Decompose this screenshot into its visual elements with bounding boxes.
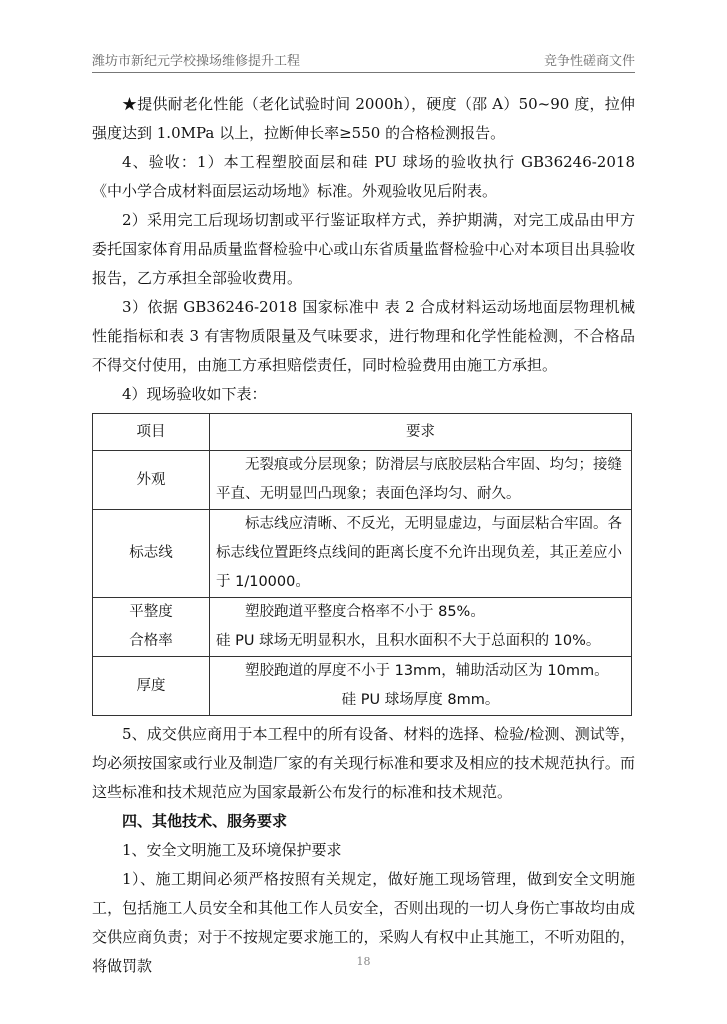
header-document-type: 竞争性磋商文件 xyxy=(543,54,635,69)
page-number: 18 xyxy=(356,955,371,968)
paragraph-table-intro: 4）现场验收如下表： xyxy=(122,385,267,403)
paragraph-safety: 1）、施工期间必须严格按照有关规定，做好施工现场管理，做到安全文明施工，包括施工人员安全和其他工作人员安全，否则出现的一切人身伤亡事故均由成交供应商负责；对于不按规定要求施工的，采购人有权中止其施工，不听劝阻的，将做罚款 xyxy=(92,870,635,975)
paragraph-acceptance-standard: 4、验收：1）本工程塑胶面层和硅 PU 球场的验收执行 GB36246-2018《中小学合成材料面层运动场地》标准。外观验收见后附表。 xyxy=(92,153,635,200)
requirement-text: 硅 PU 球场厚度 8mm。 xyxy=(341,692,500,708)
requirement-text: 标志线应清晰、不反光，无明显虚边，与面层粘合牢固。各标志线位置距终点线间的距离长度不允许出现负差，其正差应小于 1/10000。 xyxy=(216,516,622,590)
table-cell-requirement xyxy=(210,598,632,657)
requirement-text: 硅 PU 球场无明显积水，且积水面积不大于总面积的 10%。 xyxy=(216,633,601,649)
paragraph-standards: 5、成交供应商用于本工程中的所有设备、材料的选择、检验/检测、测试等，均必须按国家或行业及制造厂家的有关现行标准和要求及相应的技术规范执行。而这些标准和技术规范应为国家最新公布发行的标准和技术规范。 xyxy=(92,725,635,801)
table-cell-item: 厚度 xyxy=(93,657,210,716)
paragraph-sampling: 2）采用完工后现场切割或平行鉴证取样方式，养护期满，对完工成品由甲方委托国家体育用品质量监督检验中心或山东省质量监督检验中心对本项目出具验收报告，乙方承担全部验收费用。 xyxy=(92,211,635,287)
requirement-text: 塑胶跑道平整度合格率不小于 85%。 xyxy=(245,604,485,620)
page-body xyxy=(92,90,635,981)
table-header-row xyxy=(93,414,632,451)
table-cell-item xyxy=(93,598,210,657)
paragraph-testing: 3）依据 GB36246-2018 国家标准中 表 2 合成材料运动场地面层物理机械性能指标和表 3 有害物质限量及气味要求，进行物理和化学性能检测，不合格品不得交付使用，由施工方承担赔偿责任，同时检验费用由施工方承担。 xyxy=(92,298,635,374)
table-cell-requirement xyxy=(210,510,632,598)
page-header xyxy=(92,44,635,73)
item-line: 平整度 xyxy=(129,604,173,620)
section-heading-other-requirements: 四、其他技术、服务要求 xyxy=(122,812,288,830)
table-row xyxy=(93,510,632,598)
table-cell-item: 标志线 xyxy=(93,510,210,598)
table-cell-requirement xyxy=(210,451,632,510)
table-cell-item: 外观 xyxy=(93,451,210,510)
table-cell-requirement xyxy=(210,657,632,716)
item-line: 合格率 xyxy=(129,633,173,649)
subheading-safety: 1、安全文明施工及环境保护要求 xyxy=(122,841,342,859)
acceptance-table xyxy=(92,413,632,716)
table-row xyxy=(93,598,632,657)
requirement-text: 塑胶跑道的厚度不小于 13mm，辅助活动区为 10mm。 xyxy=(245,663,609,679)
table-header-requirement: 要求 xyxy=(210,414,632,451)
paragraph-aging-test: ★提供耐老化性能（老化试验时间 2000h），硬度（邵 A）50~90 度，拉伸强度达到 1.0MPa 以上，拉断伸长率≥550 的合格检测报告。 xyxy=(92,95,635,142)
table-header-item: 项目 xyxy=(93,414,210,451)
table-row xyxy=(93,451,632,510)
requirement-text: 无裂痕或分层现象；防滑层与底胶层粘合牢固、均匀；接缝平直、无明显凹凸现象；表面色泽均匀、耐久。 xyxy=(216,457,622,502)
table-row xyxy=(93,657,632,716)
header-project-title: 潍坊市新纪元学校操场维修提升工程 xyxy=(92,54,301,69)
